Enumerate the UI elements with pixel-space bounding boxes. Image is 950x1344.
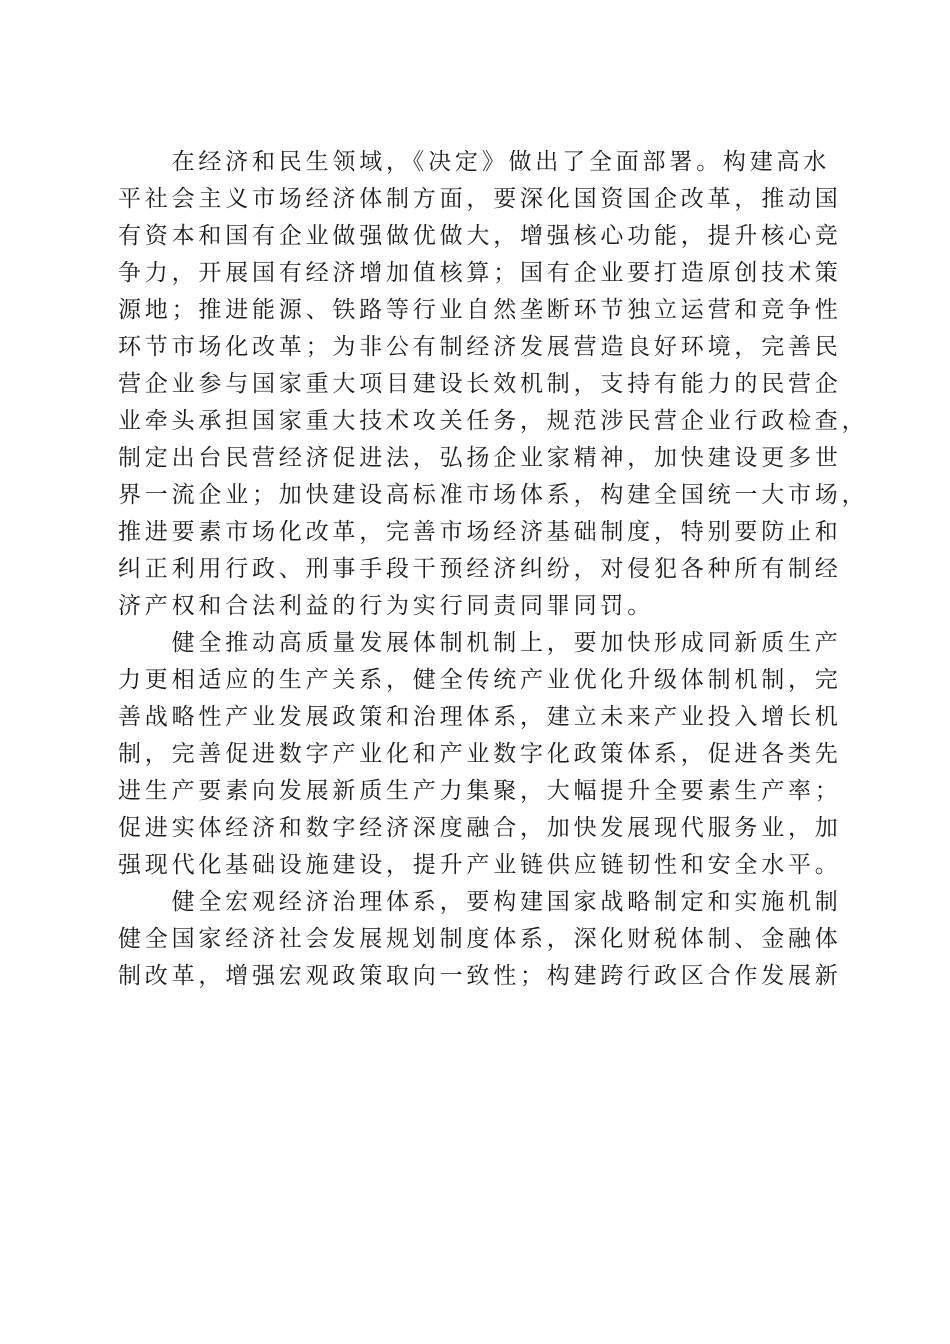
text-line: 健全国家经济社会发展规划制度体系，深化财税体制、金融体 — [118, 926, 842, 952]
text-line: 强现代化基础设施建设，提升产业链供应链韧性和安全水平。 — [118, 852, 842, 878]
text-line: 平社会主义市场经济体制方面，要深化国资国企改革，推动国 — [118, 186, 842, 212]
text-line: 环节市场化改革；为非公有制经济发展营造良好环境，完善民 — [118, 334, 842, 360]
text-line: 制，完善促进数字产业化和产业数字化政策体系，促进各类先 — [118, 741, 842, 767]
text-line: 界一流企业；加快建设高标准市场体系，构建全国统一大市场， — [118, 482, 869, 508]
text-line: 有资本和国有企业做强做优做大，增强核心功能，提升核心竞 — [118, 223, 842, 249]
body-text — [118, 144, 869, 995]
text-line: 健全宏观经济治理体系，要构建国家战略制定和实施机制 — [118, 889, 842, 915]
text-line: 健全推动高质量发展体制机制上，要加快形成同新质生产 — [118, 630, 842, 656]
text-line: 争力，开展国有经济增加值核算；国有企业要打造原创技术策 — [118, 260, 842, 286]
paragraph-macro-governance — [118, 884, 842, 995]
paragraph-high-quality-development — [118, 625, 842, 884]
text-line: 源地；推进能源、铁路等行业自然垄断环节独立运营和竞争性 — [118, 297, 842, 323]
text-line: 营企业参与国家重大项目建设长效机制，支持有能力的民营企 — [118, 371, 842, 397]
text-line: 在经济和民生领域，《决定》做出了全面部署。构建高水 — [118, 149, 831, 175]
text-line: 纠正利用行政、刑事手段干预经济纠纷，对侵犯各种所有制经 — [118, 556, 842, 582]
text-line: 制改革，增强宏观政策取向一致性；构建跨行政区合作发展新 — [118, 963, 842, 989]
text-line: 业牵头承担国家重大技术攻关任务，规范涉民营企业行政检查， — [118, 408, 869, 434]
text-line: 制定出台民营经济促进法，弘扬企业家精神，加快建设更多世 — [118, 445, 842, 471]
text-line: 促进实体经济和数字经济深度融合，加快发展现代服务业，加 — [118, 815, 842, 841]
text-line: 善战略性产业发展政策和治理体系，建立未来产业投入增长机 — [118, 704, 842, 730]
text-line: 进生产要素向发展新质生产力集聚，大幅提升全要素生产率； — [118, 778, 842, 804]
text-line: 济产权和合法利益的行为实行同责同罪同罚。 — [118, 593, 654, 619]
text-line: 力更相适应的生产关系，健全传统产业优化升级体制机制，完 — [118, 667, 842, 693]
paragraph-economy — [118, 144, 869, 625]
text-line: 推进要素市场化改革，完善市场经济基础制度，特别要防止和 — [118, 519, 842, 545]
